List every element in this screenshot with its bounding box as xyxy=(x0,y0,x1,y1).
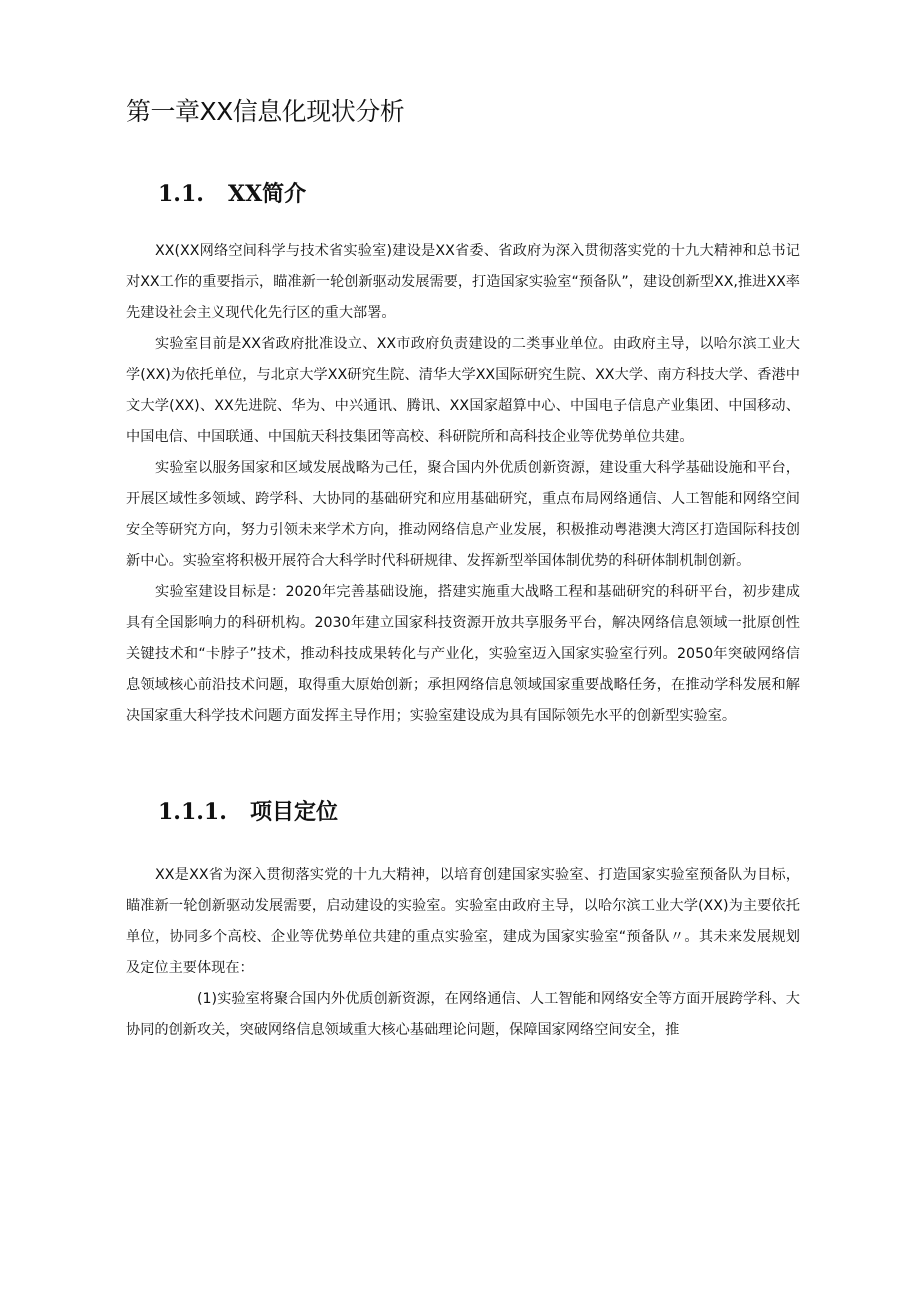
chapter-title: 第一章XX信息化现状分析 xyxy=(126,97,405,126)
section-paragraph-1: XX(XX网络空间科学与技术省实验室)建设是XX省委、省政府为深入贯彻落实党的十九大精神和总书记对XX工作的重要指示，瞄准新一轮创新驱动发展需要，打造国家实验室“预备队”，建设创新型XX,推进XX率先建设社会主义现代化先行区的重大部署。 xyxy=(126,243,800,321)
section-paragraph-4: 实验室建设目标是：2020年完善基础设施，搭建实施重大战略工程和基础研究的科研平台，初步建成具有全国影响力的科研机构。2030年建立国家科技资源开放共享服务平台，解决网络信息领域一批原创性关键技术和“卡脖子”技术，推动科技成果转化与产业化，实验室迈入国家实验室行列。2050年突破网络信息领域核心前沿技术问题，取得重大原始创新；承担网络信息领域国家重要战略任务，在推动学科发展和解决国家重大科学技术问题方面发挥主导作用；实验室建设成为具有国际领先水平的创新型实验室。 xyxy=(126,584,800,724)
section-number: 1.1. xyxy=(158,181,204,207)
subsection-heading xyxy=(158,794,800,830)
subsection-body xyxy=(126,860,800,1046)
section-body xyxy=(126,236,800,732)
subsection-paragraph-1: XX是XX省为深入贯彻落实党的十九大精神，以培育创建国家实验室、打造国家实验室预备队为目标，瞄准新一轮创新驱动发展需要，启动建设的实验室。实验室由政府主导，以哈尔滨工业大学(XX)为主要依托单位，协同多个高校、企业等优势单位共建的重点实验室，建成为国家实验室“预备队〃。其未来发展规划及定位主要体现在： xyxy=(126,867,800,976)
subsection-title: 项目定位 xyxy=(250,799,339,825)
document-content xyxy=(126,92,800,1046)
section-heading xyxy=(158,176,800,212)
subsection-number: 1.1.1. xyxy=(158,799,227,825)
section-title: XX简介 xyxy=(228,181,307,207)
section-paragraph-3: 实验室以服务国家和区域发展战略为己任，聚合国内外优质创新资源，建设重大科学基础设施和平台，开展区域性多领域、跨学科、大协同的基础研究和应用基础研究，重点布局网络通信、人工智能和网络空间安全等研究方向，努力引领未来学术方向，推动网络信息产业发展，积极推动粤港澳大湾区打造国际科技创新中心。实验室将积极开展符合大科学时代科研规律、发挥新型举国体制优势的科研体制机制创新。 xyxy=(126,460,800,569)
section-paragraph-2: 实验室目前是XX省政府批准设立、XX市政府负责建设的二类事业单位。由政府主导，以哈尔滨工业大学(XX)为依托单位，与北京大学XX研究生院、清华大学XX国际研究生院、XX大学、南方科技大学、香港中文大学(XX)、XX先进院、华为、中兴通讯、腾讯、XX国家超算中心、中国电子信息产业集团、中国移动、中国电信、中国联通、中国航天科技集团等高校、科研院所和高科技企业等优势单位共建。 xyxy=(126,336,800,445)
list-item: (1)实验室将聚合国内外优质创新资源，在网络通信、人工智能和网络安全等方面开展跨学科、大协同的创新攻关，突破网络信息领域重大核心基础理论问题，保障国家网络空间安全，推 xyxy=(126,991,800,1038)
